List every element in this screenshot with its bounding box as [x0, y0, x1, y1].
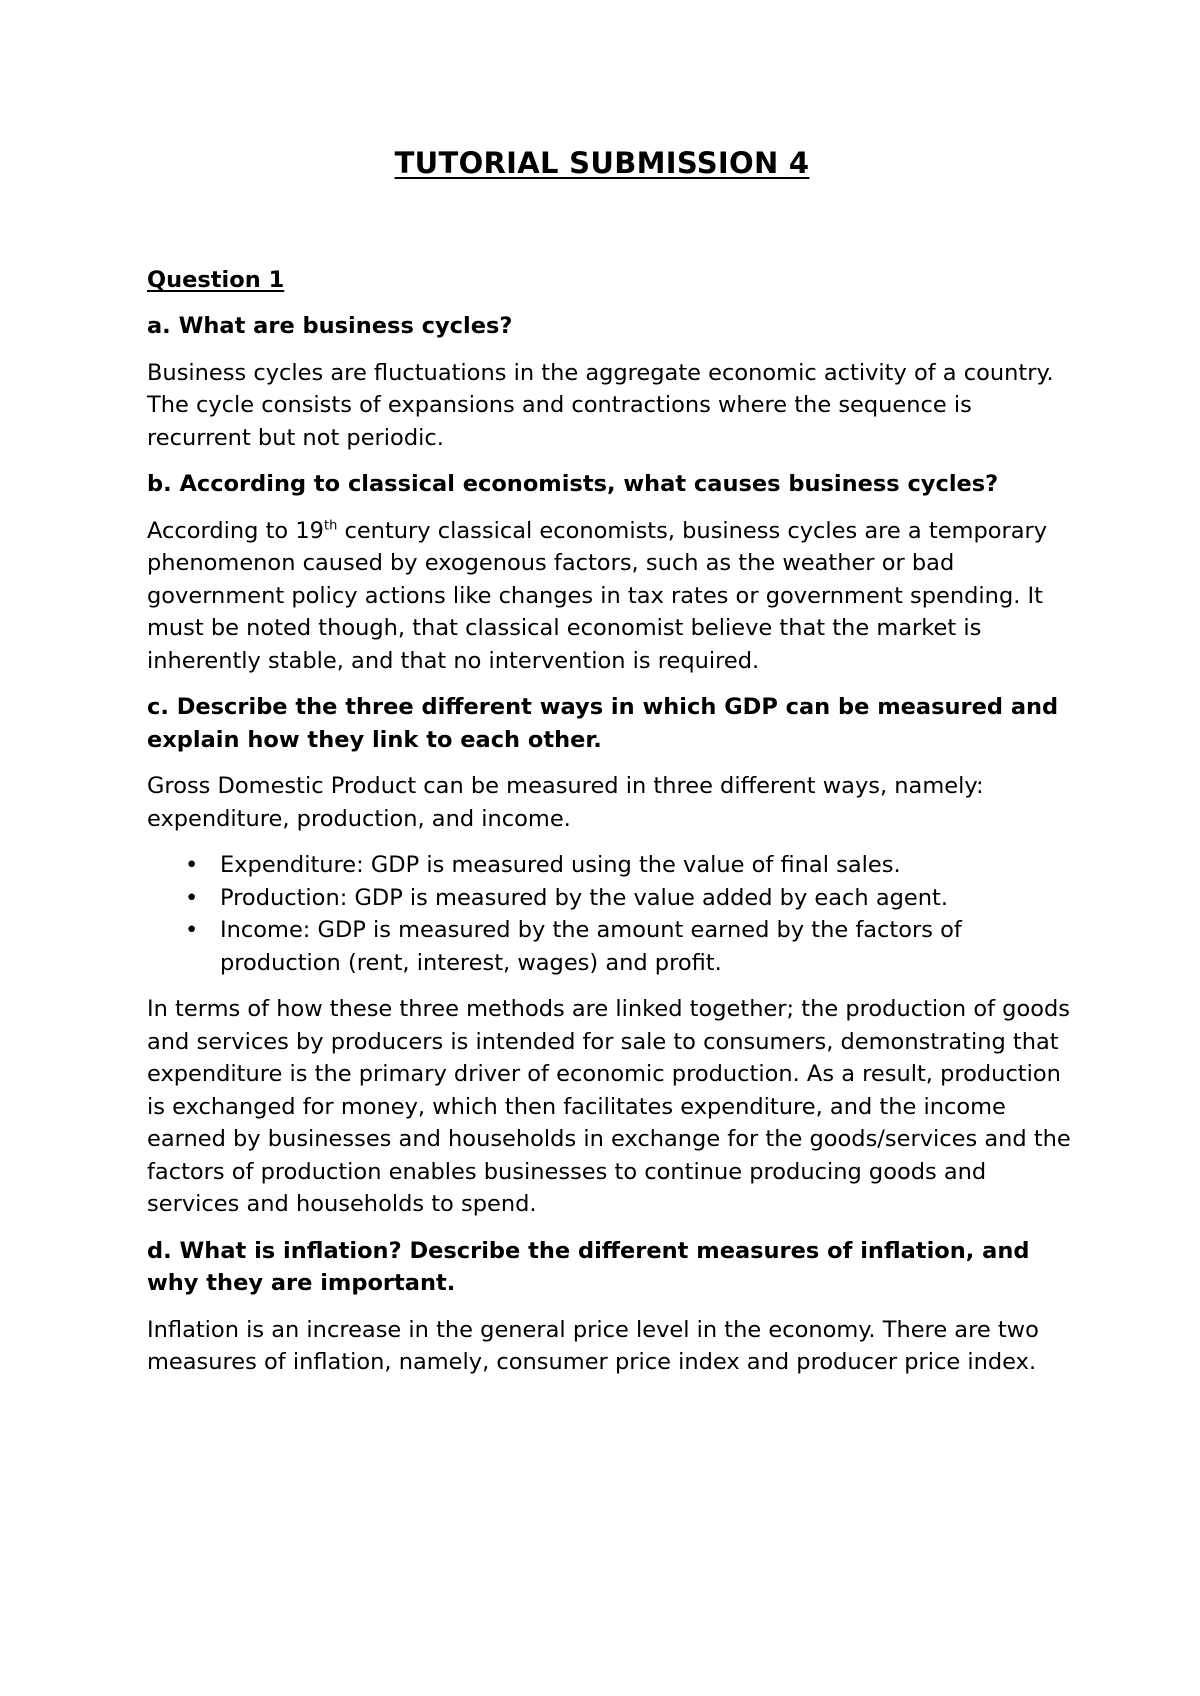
document-body [147, 264, 1077, 1393]
question-1a: a. What are business cycles? [147, 313, 513, 339]
answer-1c-link: In terms of how these three methods are linked together; the production of goods and services by producers is intended for sale to consumers, demonstrating that expenditure is the primary driver of economic production. As a result, production is exchanged for money, which then facilitates expenditure, and the income earned by businesses and households in exchange for the goods/services and the factors of production enables businesses to continue producing goods and services and households to spend. [147, 996, 1071, 1217]
answer-1c-intro: Gross Domestic Product can be measured in three different ways, namely: expenditure, production, and income. [147, 773, 984, 832]
bullet-icon: • [185, 852, 199, 878]
document-page [147, 0, 1077, 1696]
list-item [147, 882, 1077, 915]
answer-1d: Inflation is an increase in the general price level in the economy. There are two measures of inflation, namely, consumer price index and producer price index. [147, 1316, 1039, 1375]
answer-1b-rest: century classical economists, business cycles are a temporary phenomenon caused by exogenous factors, such as the weather or bad government policy actions like changes in tax rates or government spending. It must be noted though, that classical economist believe that the market is inherently stable, and that no intervention is required. [147, 517, 1048, 674]
list-item-text: Expenditure: GDP is measured using the value of final sales. [220, 852, 901, 878]
bullet-icon: • [185, 884, 199, 911]
question-1d: d. What is inflation? Describe the different measures of inflation, and why they are important. [147, 1237, 1030, 1296]
list-item [147, 914, 1077, 979]
list-item-text: Production: GDP is measured by the value added by each agent. [220, 884, 948, 911]
answer-1b [147, 515, 1077, 678]
ordinal-suffix: th [323, 518, 338, 533]
question-1c: c. Describe the three different ways in which GDP can be measured and explain how they link to each other. [147, 694, 1059, 753]
bullet-icon: • [185, 917, 199, 943]
gdp-methods-list [147, 849, 1077, 979]
answer-1a: Business cycles are fluctuations in the aggregate economic activity of a country. The cycle consists of expansions and contractions where the sequence is recurrent but not periodic. [147, 359, 1054, 451]
question-1-heading: Question 1 [147, 267, 285, 293]
list-item-text: Income: GDP is measured by the amount earned by the factors of production (rent, interest, wages) and profit. [220, 917, 962, 976]
list-item [147, 849, 1077, 882]
question-1b: b. According to classical economists, what causes business cycles? [147, 471, 999, 497]
answer-1b-start: According to 19 [147, 517, 324, 544]
document-title: TUTORIAL SUBMISSION 4 [394, 146, 810, 180]
